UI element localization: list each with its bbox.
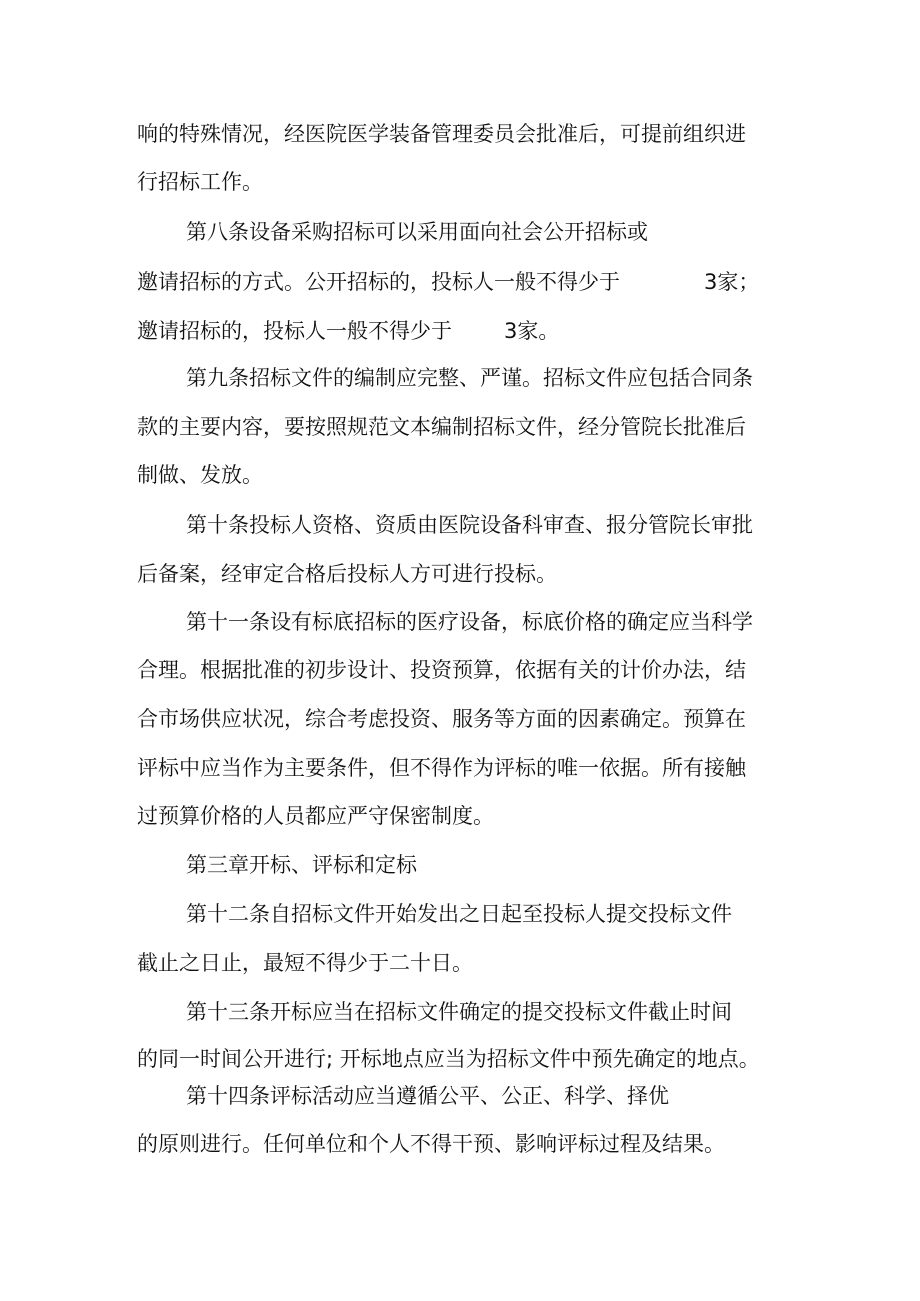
article-10-line: 第十条投标人资格、资质由医院设备科审查、报分管院长审批 (186, 513, 753, 537)
article-11-line: 合市场供应状况，综合考虑投资、服务等方面的因素确定。预算在 (137, 707, 746, 731)
article-9-line: 第九条招标文件的编制应完整、严谨。招标文件应包括合同条 (186, 366, 753, 390)
article-9-line: 制做、发放。 (137, 463, 263, 487)
article-13-line: 第十三条开标应当在招标文件确定的提交投标文件截止时间 (186, 1000, 732, 1024)
article-9-line: 款的主要内容，要按照规范文本编制招标文件，经分管院长批准后 (137, 415, 746, 439)
article-11-line: 过预算价格的人员都应严守保密制度。 (137, 804, 494, 828)
article-8-line: 第八条设备采购招标可以采用面向社会公开招标或 (186, 220, 648, 244)
article-14-line: 的原则进行。任何单位和个人不得干预、影响评标过程及结果。 (137, 1132, 725, 1156)
article-10-line: 后备案，经审定合格后投标人方可进行投标。 (137, 562, 557, 586)
article-13-line: 的同一时间公开进行; 开标地点应当为招标文件中预先确定的地点。 (137, 1047, 760, 1071)
paragraph-line: 行招标工作。 (137, 170, 263, 194)
article-12-line: 截止之日止，最短不得少于二十日。 (137, 951, 473, 975)
paragraph-line: 响的特殊情况，经医院医学装备管理委员会批准后，可提前组织进 (137, 122, 746, 146)
article-11-line: 第十一条设有标底招标的医疗设备，标底价格的确定应当科学 (186, 610, 753, 634)
article-11-line: 合理。根据批准的初步设计、投资预算，依据有关的计价办法，结 (137, 658, 746, 682)
article-11-line: 评标中应当作为主要条件，但不得作为评标的唯一依据。所有接触 (137, 756, 746, 780)
article-12-line: 第十二条自招标文件开始发出之日起至投标人提交投标文件 (186, 902, 732, 926)
article-8-line (137, 266, 763, 294)
article-14-line: 第十四条评标活动应当遵循公平、公正、科学、择优 (186, 1084, 669, 1108)
chapter-heading: 第三章开标、评标和定标 (186, 853, 417, 877)
article-8-count: 3家。 (504, 319, 560, 343)
article-8-text: 邀请招标的方式。公开招标的，投标人一般不得少于 (137, 270, 620, 294)
article-8-count: 3家； (704, 270, 760, 294)
article-8-text: 邀请招标的，投标人一般不得少于 (137, 319, 452, 343)
